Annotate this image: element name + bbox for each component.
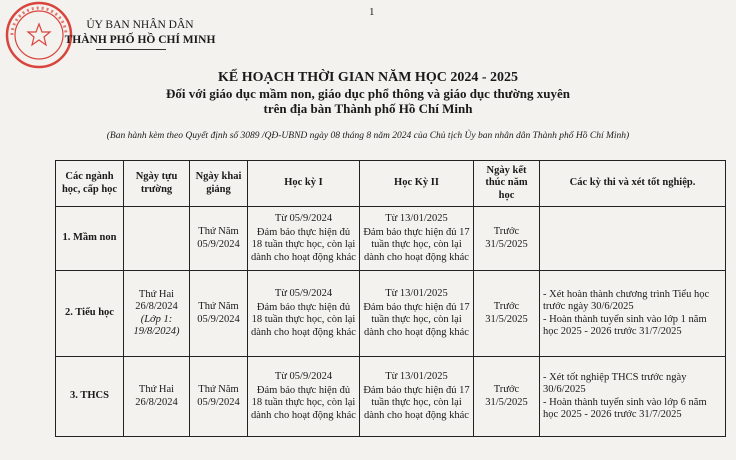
divider: [96, 49, 166, 50]
opening-cell: Thứ Năm 05/9/2024: [190, 207, 248, 271]
schedule-table: [55, 160, 726, 437]
sem1-desc: Đảm bảo thực hiện đủ 18 tuần thực học, còn lại dành cho hoạt động khác: [251, 301, 356, 338]
exam-item: - Hoàn thành tuyển sinh vào lớp 6 năm học 2025 - 2026 trước 31/7/2025: [543, 396, 707, 420]
title-line-3: trên địa bàn Thành phố Hồ Chí Minh: [263, 101, 473, 116]
end-cell: Trước 31/5/2025: [474, 271, 540, 357]
sem2-cell: [360, 357, 474, 437]
exam-item: - Hoàn thành tuyển sinh vào lớp 1 năm học 2025 - 2026 trước 31/7/2025: [543, 313, 707, 337]
start-note: (Lớp 1: 19/8/2024): [133, 313, 180, 337]
exam-item: - Xét tốt nghiệp THCS trước ngày 30/6/2025: [543, 371, 687, 395]
start-date: Thứ Hai 26/8/2024: [135, 288, 178, 312]
header-opening-date: Ngày khai giảng: [190, 161, 248, 207]
sem2-cell: [360, 271, 474, 357]
sem1-from: Từ 05/9/2024: [274, 288, 333, 299]
document-title: [0, 70, 736, 116]
start-cell: [124, 357, 190, 437]
exam-item: - Xét hoàn thành chương trình Tiểu học trước ngày 30/6/2025: [543, 288, 710, 312]
opening-cell: Thứ Năm 05/9/2024: [190, 271, 248, 357]
sem1-cell: [248, 357, 360, 437]
opening-cell: Thứ Năm 05/9/2024: [190, 357, 248, 437]
decision-note: (Ban hành kèm theo Quyết định số 3089 /QĐ-UBND ngày 08 tháng 8 năm 2024 của Chủ tịch Ủy ban nhân dân Thành phố Hồ Chí Minh): [106, 131, 630, 141]
title-line-1: KẾ HOẠCH THỜI GIAN NĂM HỌC 2024 - 2025: [218, 70, 518, 85]
level-cell: 3. THCS: [56, 357, 124, 437]
header-semester-1: Học kỳ I: [248, 161, 360, 207]
exams-cell: [540, 207, 726, 271]
sem1-desc: Đảm bảo thực hiện đủ 18 tuần thực học, còn lại dành cho hoạt động khác: [251, 226, 356, 263]
sem1-from: Từ 05/9/2024: [274, 213, 333, 224]
exams-cell: [540, 271, 726, 357]
sem2-from: Từ 13/01/2025: [385, 371, 448, 382]
issuing-agency: [60, 18, 220, 48]
sem2-from: Từ 13/01/2025: [385, 288, 448, 299]
agency-city: THÀNH PHỐ HỒ CHÍ MINH: [64, 34, 216, 46]
sem1-from: Từ 05/9/2024: [274, 371, 333, 382]
end-cell: Trước 31/5/2025: [474, 207, 540, 271]
sem2-from: Từ 13/01/2025: [385, 213, 448, 224]
sem2-desc: Đảm bảo thực hiện đủ 17 tuần thực học, còn lại dành cho hoạt động khác: [363, 226, 470, 263]
sem2-desc: Đảm bảo thực hiện đủ 17 tuần thực học, còn lại dành cho hoạt động khác: [363, 384, 470, 421]
start-date: Thứ Hai 26/8/2024: [135, 384, 178, 408]
agency-name: ỦY BAN NHÂN DÂN: [86, 19, 194, 31]
start-cell: [124, 271, 190, 357]
page-number: 1: [369, 6, 375, 18]
sem1-cell: [248, 271, 360, 357]
header-level: Các ngành học, cấp học: [56, 161, 124, 207]
table-row: [56, 271, 726, 357]
start-cell: [124, 207, 190, 271]
level-cell: 1. Mầm non: [56, 207, 124, 271]
sem2-desc: Đảm bảo thực hiện đủ 17 tuần thực học, còn lại dành cho hoạt động khác: [363, 301, 470, 338]
sem1-desc: Đảm bảo thực hiện đủ 18 tuần thực học, còn lại dành cho hoạt động khác: [251, 384, 356, 421]
header-start-date: Ngày tựu trường: [124, 161, 190, 207]
header-end-date: Ngày kết thúc năm học: [474, 161, 540, 207]
table-row: [56, 207, 726, 271]
level-cell: 2. Tiểu học: [56, 271, 124, 357]
header-semester-2: Học Kỳ II: [360, 161, 474, 207]
end-cell: Trước 31/5/2025: [474, 357, 540, 437]
sem2-cell: [360, 207, 474, 271]
sem1-cell: [248, 207, 360, 271]
header-exams: Các kỳ thi và xét tốt nghiệp.: [540, 161, 726, 207]
exams-cell: [540, 357, 726, 437]
title-line-2: Đối với giáo dục mầm non, giáo dục phổ thông và giáo dục thường xuyên: [166, 86, 570, 101]
table-row: [56, 357, 726, 437]
